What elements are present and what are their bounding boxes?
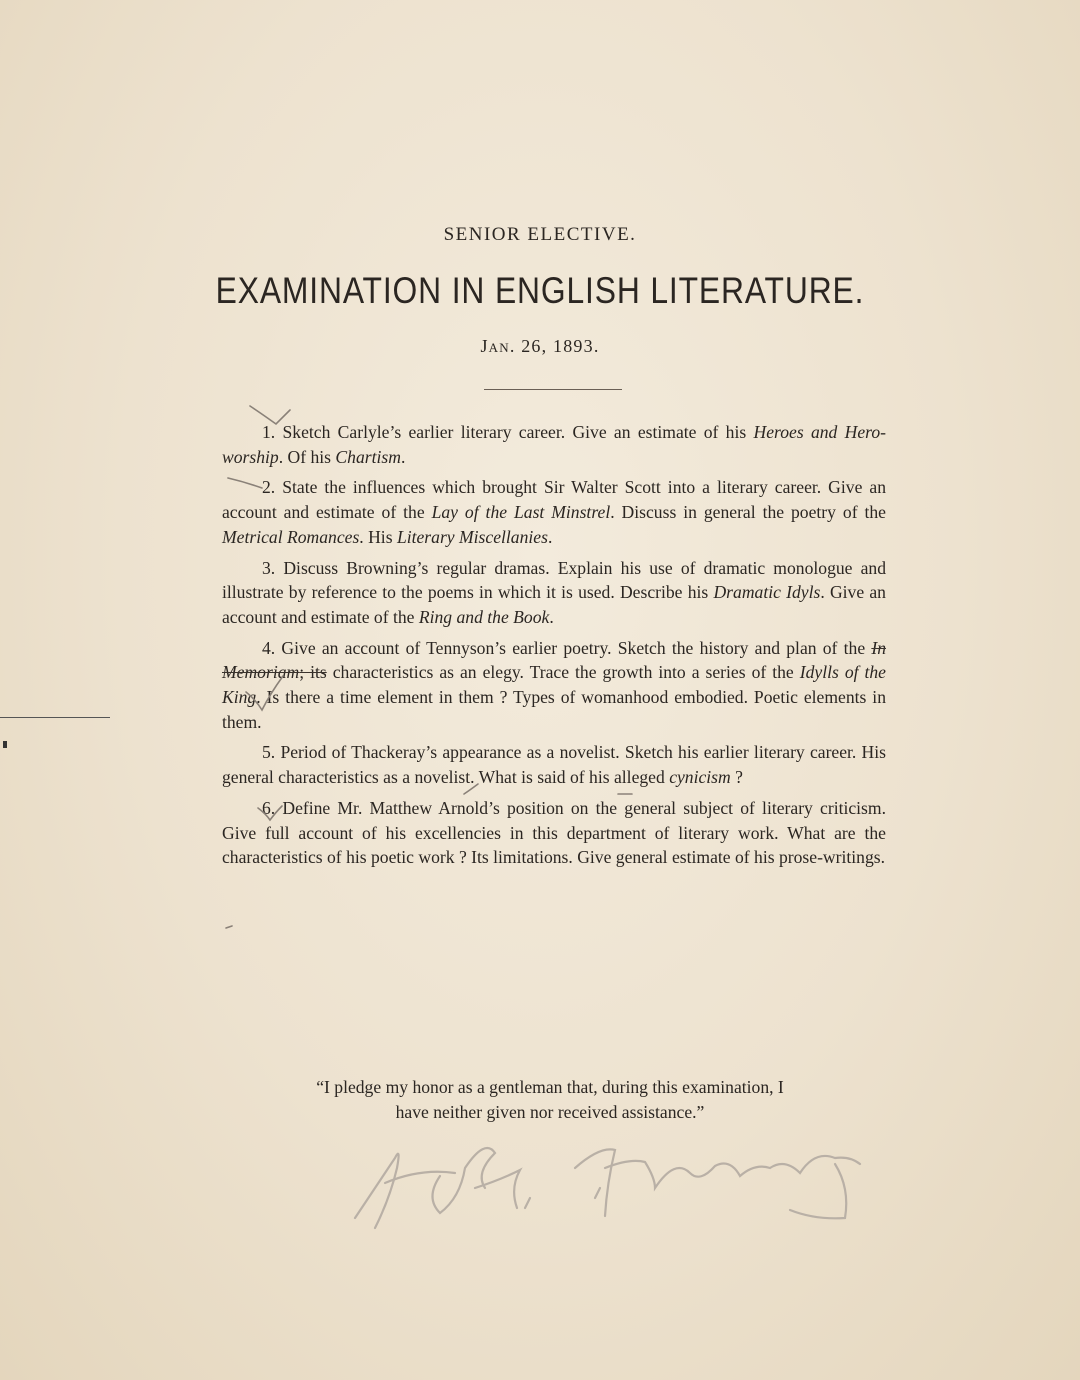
work-title: cynicism <box>669 767 731 788</box>
struck-text: ; its <box>299 662 327 683</box>
pledge-line: “I pledge my honor as a gentleman that, during this examination, I <box>316 1077 784 1097</box>
question-number: 5. <box>262 742 276 763</box>
work-title: Metrical Romances <box>222 526 360 547</box>
question-number: 3. <box>262 557 276 578</box>
question-number: 2. <box>262 477 276 498</box>
exam-subtitle: SENIOR ELECTIVE. <box>443 224 637 245</box>
work-title: Heroes and Hero-worship <box>222 422 886 467</box>
question-1: 1. Sketch Carlyle’s earlier literary career. Give an estimate of his Heroes and Hero-worship. Of his Chartism. <box>222 422 886 467</box>
signature <box>345 1128 875 1233</box>
work-title: Idylls of the King <box>222 662 886 708</box>
pledge-line: have neither given nor received assistance.” <box>395 1102 705 1122</box>
work-title: Ring and the Book <box>418 606 550 627</box>
work-title: Literary Miscellanies <box>396 526 548 547</box>
work-title: Dramatic Idyls <box>713 582 821 603</box>
question-number: 6. <box>262 797 276 818</box>
exam-title: EXAMINATION IN ENGLISH LITERATURE. <box>215 270 865 311</box>
question-6: 6. Define Mr. Matthew Arnold’s position on the general subject of literary criticism. Give full account of his excellencies in this department of literary work. What are the characteristics of his poetic work ? Its limitations. Give general estimate of his prose-writings. <box>222 797 886 868</box>
work-title-struck: In Memoriam <box>222 637 886 683</box>
exam-date: Jan. 26, 1893. <box>480 336 600 356</box>
work-title: Lay of the Last Minstrel <box>431 502 611 523</box>
question-3: 3. Discuss Browning’s regular dramas. Explain his use of dramatic monologue and illustrate by reference to the poems in which it is used. Describe his Dramatic Idyls. Give an account and estimate of the Ring and the Book. <box>222 557 887 627</box>
question-list <box>222 420 886 876</box>
honor-pledge <box>210 1075 890 1125</box>
question-number: 4. <box>262 637 276 658</box>
question-2: 2. State the influences which brought Sir Walter Scott into a literary career. Give an account and estimate of the Lay of the Last Minstrel. Discuss in general the poetry of the Metrical Romances. His Literary Miscellanies. <box>222 477 886 547</box>
question-5: 5. Period of Thackeray’s appearance as a novelist. Sketch his earlier literary career. His general characteristics as a novelist. What is said of his alleged cynicism ? <box>222 742 886 788</box>
header-divider <box>484 389 622 390</box>
work-title: Chartism <box>335 446 401 467</box>
question-number: 1. <box>262 422 276 442</box>
question-4: 4. Give an account of Tennyson’s earlier poetry. Sketch the history and plan of the In Memoriam; its characteristics as an elegy. Trace the growth into a series of the Idylls of the King. Is there a time element in them ? Types of womanhood embodied. Poetic elements in them. <box>222 637 886 732</box>
margin-mark <box>3 741 7 748</box>
margin-line <box>0 717 110 718</box>
